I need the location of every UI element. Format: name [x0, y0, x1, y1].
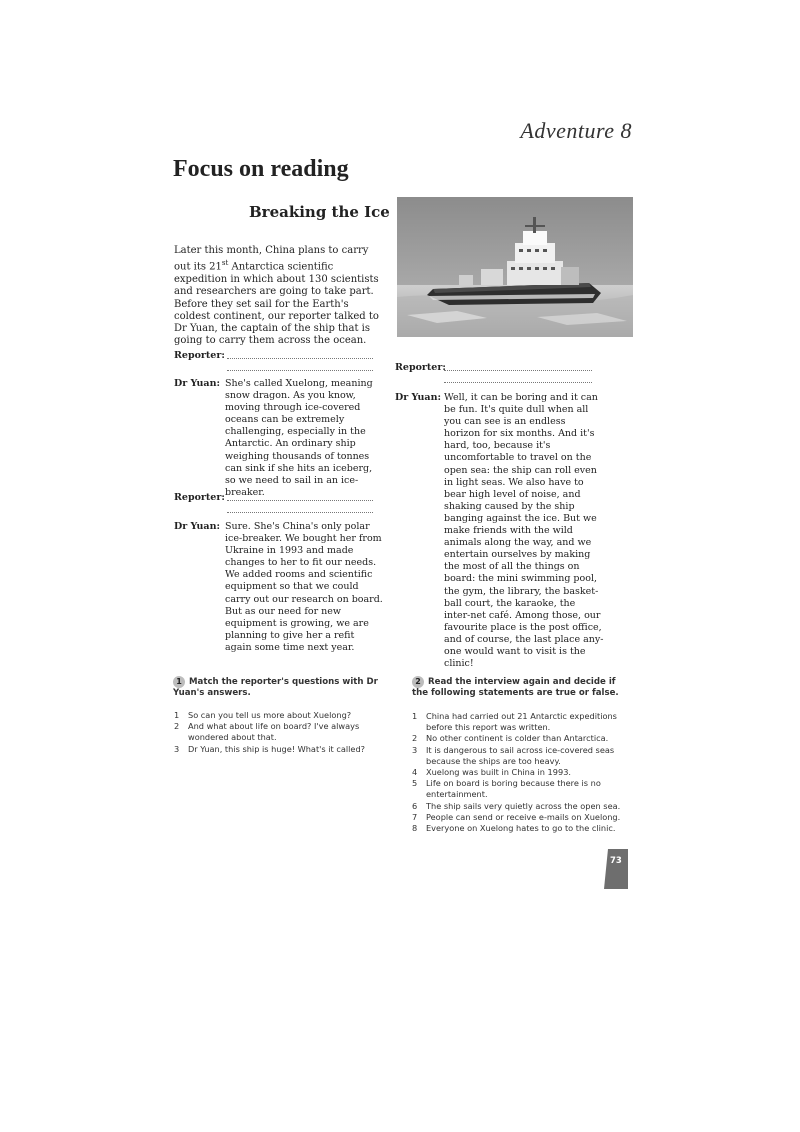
page-tab-icon: [604, 849, 628, 889]
task-2-text: Read the interview again and decide if the following statements are true or false.: [412, 677, 619, 698]
speaker-label: Dr Yuan:: [395, 392, 441, 403]
speaker-label: Dr Yuan:: [174, 378, 220, 389]
answer-line[interactable]: [227, 500, 373, 501]
article-intro: [174, 245, 386, 348]
speaker-label: Dr Yuan:: [174, 521, 220, 532]
list-item: 1 So can you tell us more about Xuelong?: [174, 710, 352, 720]
list-item: 5 Life on board is boring because there is no entertainment.: [412, 778, 601, 800]
task-1-text: Match the reporter's questions with Dr Yuan's answers.: [173, 677, 378, 698]
intro-text-start: Later this month, China plans to carry out its 21: [174, 245, 369, 273]
intro-superscript: st: [221, 259, 229, 268]
task-2-instruction: [412, 676, 624, 699]
interview-right-answer: [395, 392, 607, 670]
intro-text-end: Antarctica scientific expedition in which about 130 scientists and researchers are going to take part. Before they set sail for the Earth's coldest continent, our reporter talked to Dr Yuan, the captain of the ship that is going to carry them across the ocean.: [174, 261, 379, 347]
unit-label: Adventure 8: [520, 118, 632, 143]
icebreaker-ship-icon: [397, 197, 633, 337]
list-item: 3 It is dangerous to sail across ice-covered seas because the ships are too heavy.: [412, 744, 615, 766]
list-item: 1 China had carried out 21 Antarctic expeditions before this report was written.: [412, 711, 617, 733]
list-item: 8 Everyone on Xuelong hates to go to the clinic.: [412, 823, 616, 834]
icebreaker-ship-photo: [397, 197, 633, 337]
list-item: 7 People can send or receive e-mails on Xuelong.: [412, 811, 621, 822]
article-title: Breaking the Ice: [249, 203, 390, 221]
answer-line[interactable]: [227, 370, 373, 371]
list-item: 2 No other continent is colder than Antarctica.: [412, 733, 609, 744]
list-item: 4 Xuelong was built in China in 1993.: [412, 767, 572, 778]
page-number: 73: [610, 856, 622, 866]
list-item: 3 Dr Yuan, this ship is huge! What's it called?: [174, 743, 366, 754]
answer-line[interactable]: [227, 358, 373, 359]
section-title: Focus on reading: [173, 156, 349, 182]
dr-yuan-answer: Sure. She's China's only polar ice-breaker. We bought her from Ukraine in 1993 and made changes to her to fit our needs. We added rooms and scientific equipment so that we could carry out our research on board. But as our need for new equipment is growing, we are planning to give her a refit again some time next year.: [225, 521, 383, 653]
list-item: 2 And what about life on board? I've always wondered about that.: [174, 721, 360, 743]
speaker-label: Reporter:: [395, 362, 446, 373]
speaker-label: Reporter:: [174, 350, 225, 361]
interview-left-answer-2: [174, 521, 386, 661]
task-2-list: [412, 711, 622, 834]
task-1-list: [174, 710, 374, 755]
task-1-number: 1: [173, 676, 185, 688]
dr-yuan-answer: Well, it can be boring and it can be fun. It's quite dull when all you can see is an endless horizon for six months. And it's hard, too, because it's uncomfortable to travel on the open sea: the ship can roll even in light seas. We also have to bear high level of noise, and shaking caused by the ship banging against the ice. But we make friends with the wild animals along the way, and we entertain ourselves by making the most of all the things on board: the mini swimming pool, the gym, the library, the basket-ball court, the karaoke, the inter-net café. Among those, our favourite place is the post office, and of course, the last place any-one would want to visit is the clinic!: [444, 392, 604, 670]
task-2-number: 2: [412, 676, 424, 688]
answer-line[interactable]: [227, 512, 373, 513]
answer-line[interactable]: [444, 370, 592, 371]
task-1-instruction: [173, 676, 383, 699]
speaker-label: Reporter:: [174, 492, 225, 503]
list-item: 6 The ship sails very quietly across the open sea.: [412, 800, 621, 811]
dr-yuan-answer: She's called Xuelong, meaning snow dragon. As you know, moving through ice-covered oceans can be extremely challenging, especially in the Antarctic. An ordinary ship weighing thousands of tonnes can sink if she hits an iceberg, so we need to sail in an ice-breaker.: [225, 378, 373, 498]
answer-line[interactable]: [444, 382, 592, 383]
